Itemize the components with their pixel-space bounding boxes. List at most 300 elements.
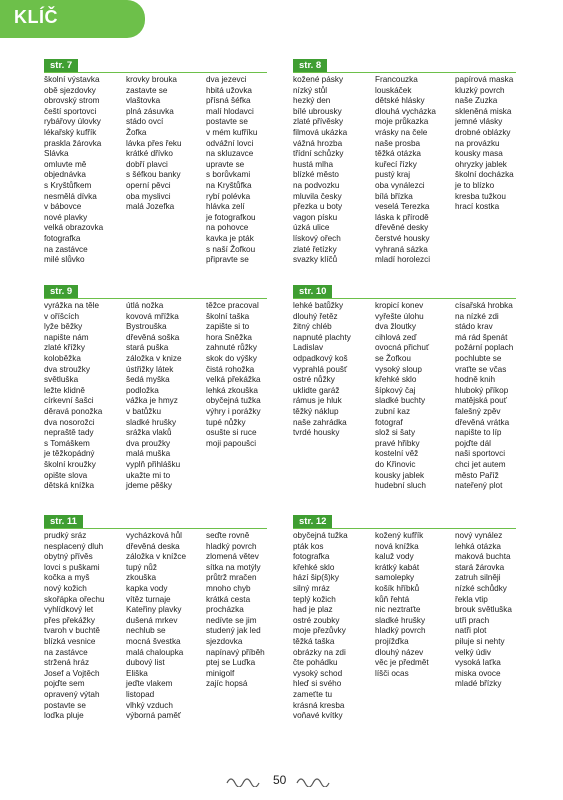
word-phrase: připravte se [206, 255, 249, 265]
word-phrase: hustá mlha [293, 159, 334, 169]
word-phrase: dětské hlásky [375, 96, 425, 106]
word-phrase: velká překážka [206, 375, 261, 385]
word-phrase: na Kryštůfka [206, 180, 252, 190]
word-phrase: moji papoušci [206, 438, 257, 448]
word-phrase: dřevěná soška [126, 332, 180, 342]
word-phrase: oba myslivci [126, 191, 171, 201]
word-phrase: zlaté křížky [44, 343, 85, 353]
word-phrase: kousky masa [455, 149, 503, 159]
word-phrase: mluvila česky [293, 191, 342, 201]
word-phrase: natři plot [455, 626, 487, 636]
word-phrase: mladé břízky [455, 679, 502, 689]
word-phrase: hlávka zelí [206, 202, 245, 212]
word-phrase: ovocná přichuť [375, 343, 430, 353]
right-wave-ornament [296, 775, 334, 787]
section-str-10 [293, 285, 516, 503]
word-phrase: podložka [126, 385, 159, 395]
word-phrase: jeďte vlakem [126, 679, 173, 689]
word-phrase: v oříšcích [44, 311, 80, 321]
word-phrase: vysoký sloup [375, 364, 422, 374]
word-phrase: filmová ukázka [293, 127, 348, 137]
word-phrase: seďte rovně [206, 531, 250, 540]
word-phrase: slož si šaty [375, 428, 416, 438]
word-phrase: postavte se [206, 117, 248, 127]
word-phrase: hrací kostka [455, 202, 500, 212]
word-phrase: útlá nožka [126, 301, 164, 310]
word-phrase: úzká ulice [293, 223, 330, 233]
word-phrase: blízká vesnice [44, 636, 96, 646]
word-phrase: tvaroh v buchtě [44, 626, 100, 636]
word-phrase: na zastávce [44, 647, 88, 657]
word-phrase: těžká taška [293, 636, 335, 646]
page-number: 50 [273, 773, 287, 787]
section-header [293, 515, 516, 529]
word-phrase: stará žárovka [455, 562, 505, 572]
word-phrase: s borůvkami [206, 170, 251, 180]
word-column [293, 301, 375, 492]
word-phrase: napište nám [44, 332, 89, 342]
word-phrase: krásná kresba [293, 700, 345, 710]
word-phrase: napnuté plachty [293, 332, 351, 342]
word-phrase: nepraště tady [44, 428, 94, 438]
word-phrase: záložka v knize [126, 353, 182, 363]
word-phrase: silný mráz [293, 583, 330, 593]
word-phrase: kuřecí řízky [375, 159, 417, 169]
word-phrase: matějská pouť [455, 396, 507, 406]
word-phrase: přezka u boty [293, 202, 343, 212]
word-phrase: koloběžka [44, 353, 81, 363]
section-header [44, 285, 267, 299]
section-str-9 [44, 285, 267, 503]
word-phrase: těžce pracoval [206, 301, 259, 310]
word-phrase: kresba tužkou [455, 191, 506, 201]
word-phrase: hudební sluch [375, 481, 426, 491]
word-phrase: dlouhý řetěz [293, 311, 338, 321]
word-phrase: loďka pluje [44, 711, 84, 721]
word-phrase: piluje si nehty [455, 636, 505, 646]
word-phrase: hodně knih [455, 375, 496, 385]
word-phrase: dřevěná vrátka [455, 417, 510, 427]
word-phrase: minigolf [206, 668, 235, 678]
word-phrase: s naší Žofkou [206, 244, 256, 254]
word-phrase: záložka v knížce [126, 552, 187, 562]
word-phrase: moje přezůvky [293, 626, 346, 636]
word-phrase: opište slova [44, 470, 88, 480]
word-phrase: dva nosorožci [44, 417, 95, 427]
word-phrase: na provázku [455, 138, 500, 148]
word-phrase: milé slůvko [44, 255, 85, 265]
word-columns [44, 75, 267, 266]
word-phrase: požární poplach [455, 343, 514, 353]
word-phrase: sítka na motýly [206, 562, 261, 572]
word-phrase: krovky brouka [126, 75, 177, 84]
word-phrase: na pohovce [206, 223, 249, 233]
word-phrase: vyrážka na těle [44, 301, 100, 310]
word-phrase: vysoký schod [293, 668, 343, 678]
section-str-7 [44, 59, 267, 277]
word-phrase: dřevěná deska [126, 541, 180, 551]
word-phrase: tupé nůžky [206, 417, 246, 427]
word-phrase: malá chaloupka [126, 647, 184, 657]
word-phrase: dlouhý název [375, 647, 424, 657]
word-phrase: pustý kraj [375, 170, 411, 180]
word-phrase: ústřižky látek [126, 364, 174, 374]
word-phrase: zlomená větev [206, 552, 259, 562]
word-phrase: studený jak led [206, 626, 261, 636]
word-phrase: průtrž mračen [206, 573, 257, 583]
word-phrase: láska k přírodě [375, 212, 429, 222]
word-phrase: vlhký vzduch [126, 700, 173, 710]
word-column [455, 531, 516, 722]
word-phrase: oba vynálezci [375, 180, 425, 190]
word-phrase: Eliška [126, 668, 148, 678]
word-phrase: vlaštovka [126, 96, 161, 106]
word-phrase: prudký sráz [44, 531, 87, 540]
word-phrase: dlouhá vycházka [375, 106, 436, 116]
word-phrase: sladké hrušky [375, 615, 426, 625]
word-phrase: dva stroužky [44, 364, 90, 374]
word-phrase: malí hlodavci [206, 106, 254, 116]
word-phrase: nízké schůdky [455, 583, 507, 593]
word-phrase: kožené pásky [293, 75, 344, 84]
word-phrase: sladké hrušky [126, 417, 177, 427]
word-phrase: hází šip(š)ky [293, 573, 339, 583]
section-label: str. 7 [44, 59, 78, 72]
word-phrase: nechlub se [126, 626, 166, 636]
word-phrase: samolepky [375, 573, 415, 583]
word-phrase: lékařský kufřík [44, 127, 97, 137]
word-phrase: jemné vlásky [455, 117, 503, 127]
word-phrase: Kateřiny plavky [126, 605, 182, 615]
word-phrase: ukažte mi to [126, 470, 171, 480]
word-phrase: kočka a myš [44, 573, 90, 583]
section-header [44, 59, 267, 73]
word-phrase: nic neztraťte [375, 605, 421, 615]
word-phrase: kůň řehtá [375, 594, 410, 604]
word-phrase: dřevěné desky [375, 223, 429, 233]
word-phrase: odpadkový koš [293, 353, 348, 363]
word-phrase: čte pohádku [293, 658, 338, 668]
word-phrase: těžký náklup [293, 406, 339, 416]
word-phrase: mocná švestka [126, 636, 181, 646]
word-phrase: Bystrouška [126, 322, 167, 332]
word-phrase: děravá ponožka [44, 406, 103, 416]
section-label: str. 12 [293, 515, 332, 528]
word-phrase: obyčejná tužka [206, 396, 261, 406]
word-phrase: šedá myška [126, 375, 170, 385]
word-phrase: v batůžku [126, 406, 162, 416]
word-column [206, 531, 267, 722]
word-phrase: procházka [206, 605, 244, 615]
word-phrase: církevní šašci [44, 396, 94, 406]
word-phrase: fotograf [375, 417, 403, 427]
word-phrase: Slávka [44, 149, 69, 159]
word-column [126, 531, 206, 722]
word-phrase: postavte se [44, 700, 86, 710]
word-column [206, 75, 267, 266]
word-phrase: tupý nůž [126, 562, 157, 572]
word-column [375, 301, 455, 492]
word-phrase: kavka je pták [206, 233, 254, 243]
word-phrase: hluboký příkop [455, 385, 509, 395]
word-phrase: lehká otázka [455, 541, 501, 551]
word-phrase: hbitá užovka [206, 85, 252, 95]
word-phrase: projížďka [375, 636, 409, 646]
word-phrase: operní pěvci [126, 180, 171, 190]
word-phrase: zubní kaz [375, 406, 411, 416]
word-phrase: vážná hrozba [293, 138, 343, 148]
word-phrase: ostré zoubky [293, 615, 340, 625]
word-phrase: miska ovoce [455, 668, 501, 678]
word-phrase: ostré nůžky [293, 375, 335, 385]
word-phrase: rybí polévka [206, 191, 251, 201]
word-phrase: s šéfkou banky [126, 170, 181, 180]
word-phrase: falešný zpěv [455, 406, 501, 416]
word-phrase: přes překážky [44, 615, 95, 625]
section-label: str. 9 [44, 285, 78, 298]
word-phrase: papírová maska [455, 75, 514, 84]
word-phrase: ležte klidně [44, 385, 85, 395]
word-phrase: opravený výtah [44, 689, 100, 699]
word-phrase: odvážní lovci [206, 138, 254, 148]
word-column [375, 75, 455, 266]
word-phrase: omluvte mě [44, 159, 87, 169]
word-columns [293, 531, 516, 722]
word-column [455, 75, 516, 266]
word-phrase: lovci s puškami [44, 562, 100, 572]
word-phrase: tvrdé housky [293, 428, 340, 438]
word-phrase: čerstvé housky [375, 233, 430, 243]
word-phrase: v bábovce [44, 202, 82, 212]
word-phrase: pojďte dál [455, 438, 491, 448]
word-phrase: čistá rohožka [206, 364, 255, 374]
word-phrase: vysoká laťka [455, 658, 501, 668]
word-phrase: dušená mrkev [126, 615, 178, 625]
word-column [375, 531, 455, 722]
word-phrase: světluška [44, 375, 79, 385]
word-column [293, 75, 375, 266]
word-phrase: had je plaz [293, 605, 333, 615]
word-phrase: naše Zuzka [455, 96, 498, 106]
word-phrase: Josef a Vojtěch [44, 668, 100, 678]
word-columns [293, 75, 516, 266]
word-phrase: rámus je hluk [293, 396, 342, 406]
word-column [455, 301, 516, 492]
word-phrase: kovová mřížka [126, 311, 179, 321]
word-phrase: nedívte se jim [206, 615, 257, 625]
word-phrase: pojďte sem [44, 679, 85, 689]
word-columns [44, 301, 267, 492]
word-phrase: naši sportovci [455, 449, 506, 459]
word-phrase: svazky klíčů [293, 255, 338, 265]
word-phrase: velký údiv [455, 647, 491, 657]
word-phrase: stará puška [126, 343, 169, 353]
word-phrase: výhry i porážky [206, 406, 261, 416]
word-phrase: Ladislav [293, 343, 324, 353]
word-phrase: vážka je hmyz [126, 396, 178, 406]
word-phrase: fotografka [293, 552, 330, 562]
word-phrase: vycházková hůl [126, 531, 182, 540]
word-phrase: se Žofkou [375, 353, 411, 363]
section-label: str. 11 [44, 515, 83, 528]
word-phrase: kaluž vody [375, 552, 414, 562]
word-phrase: obrázky na zdi [293, 647, 346, 657]
word-phrase: plná zásuvka [126, 106, 174, 116]
word-phrase: kluzký povrch [455, 85, 505, 95]
word-phrase: hladký povrch [375, 626, 426, 636]
word-phrase: vyprahlá poušť [293, 364, 348, 374]
word-phrase: s Tomáškem [44, 438, 90, 448]
word-phrase: objednávka [44, 170, 86, 180]
word-phrase: praskla žárovka [44, 138, 102, 148]
word-phrase: kostelní věž [375, 449, 419, 459]
word-phrase: sjezdovka [206, 636, 243, 646]
word-phrase: dubový list [126, 658, 165, 668]
word-phrase: napište to líp [455, 428, 502, 438]
word-phrase: lávka přes řeku [126, 138, 182, 148]
word-phrase: maková buchta [455, 552, 511, 562]
word-phrase: zkouška [126, 573, 157, 583]
word-phrase: upravte se [206, 159, 245, 169]
word-phrase: mladí horolezci [375, 255, 431, 265]
word-phrase: louskáček [375, 85, 412, 95]
word-phrase: listopad [126, 689, 155, 699]
page-title: KLÍČ [14, 7, 58, 27]
word-phrase: zajíc hopsá [206, 679, 248, 689]
word-phrase: hezký den [293, 96, 331, 106]
word-phrase: dva proužky [126, 438, 171, 448]
section-label: str. 8 [293, 59, 327, 72]
word-phrase: jdeme pěšky [126, 481, 172, 491]
word-phrase: zlaté řetízky [293, 244, 337, 254]
word-phrase: je to blízko [455, 180, 495, 190]
word-phrase: líšči ocas [375, 668, 409, 678]
word-phrase: nové plavky [44, 212, 88, 222]
word-phrase: křehké sklo [375, 375, 417, 385]
word-phrase: školní taška [206, 311, 250, 321]
word-phrase: hora Sněžka [206, 332, 252, 342]
word-column [126, 301, 206, 492]
word-phrase: cihlová zeď [375, 332, 417, 342]
word-phrase: hladký povrch [206, 541, 257, 551]
word-phrase: mnoho chyb [206, 583, 251, 593]
word-phrase: stádo ovcí [126, 117, 164, 127]
word-phrase: obrovský strom [44, 96, 100, 106]
word-phrase: zastavte se [126, 85, 168, 95]
word-phrase: školní docházka [455, 170, 514, 180]
word-phrase: ptej se Luďka [206, 658, 256, 668]
section-label: str. 10 [293, 285, 332, 298]
section-header [293, 285, 516, 299]
word-phrase: křehké sklo [293, 562, 335, 572]
word-phrase: sladké buchty [375, 396, 426, 406]
word-phrase: pravé hřibky [375, 438, 420, 448]
word-phrase: Francouzka [375, 75, 418, 84]
word-phrase: zameťte tu [293, 689, 333, 699]
word-phrase: nový kožich [44, 583, 87, 593]
word-phrase: lískový ořech [293, 233, 341, 243]
word-phrase: fotografka [44, 233, 81, 243]
word-column [293, 531, 375, 722]
word-phrase: drobné oblázky [455, 127, 511, 137]
word-phrase: nesplacený dluh [44, 541, 104, 551]
word-phrase: těžká otázka [375, 149, 421, 159]
word-column [44, 531, 126, 722]
word-phrase: krátká cesta [206, 594, 251, 604]
word-phrase: nový vynález [455, 531, 503, 540]
word-phrase: dětská knížka [44, 481, 95, 491]
word-phrase: vagon písku [293, 212, 338, 222]
word-phrase: výborná paměť [126, 711, 181, 721]
word-phrase: brouk světluška [455, 605, 512, 615]
word-phrase: dobří plavci [126, 159, 168, 169]
word-phrase: obě sjezdovky [44, 85, 96, 95]
word-phrase: město Paříž [455, 470, 499, 480]
word-phrase: kožený kufřík [375, 531, 424, 540]
word-phrase: věc je předmět [375, 658, 429, 668]
word-phrase: školní výstavka [44, 75, 100, 84]
word-phrase: nízký stůl [293, 85, 328, 95]
word-phrase: kousky jablek [375, 470, 425, 480]
word-phrase: obytný přívěs [44, 552, 93, 562]
word-column [206, 301, 267, 492]
word-phrase: v mém kufříku [206, 127, 258, 137]
section-header [293, 59, 516, 73]
word-phrase: lyže běžky [44, 322, 83, 332]
word-phrase: na podvozku [293, 180, 340, 190]
word-phrase: Žofka [126, 127, 147, 137]
word-phrase: šípkový čaj [375, 385, 416, 395]
word-phrase: naše zahrádka [293, 417, 347, 427]
word-phrase: je těžkopádný [44, 449, 95, 459]
word-phrase: vítěz turnaje [126, 594, 171, 604]
word-phrase: třídní schůzky [293, 149, 344, 159]
word-phrase: bílé ubrousky [293, 106, 342, 116]
word-phrase: vyplň přihlášku [126, 459, 181, 469]
word-phrase: zatruh silněji [455, 573, 501, 583]
word-phrase: rybářovy úlovky [44, 117, 101, 127]
word-phrase: srážka vlaků [126, 428, 172, 438]
word-phrase: krátký kabát [375, 562, 420, 572]
word-phrase: s Kryštůfkem [44, 180, 92, 190]
word-phrase: císařská hrobka [455, 301, 513, 310]
word-phrase: vyhraná sázka [375, 244, 428, 254]
word-phrase: blízké město [293, 170, 339, 180]
word-phrase: veselá Terezka [375, 202, 430, 212]
word-phrase: dva jezevci [206, 75, 247, 84]
word-phrase: dva žloutky [375, 322, 416, 332]
word-phrase: školní kroužky [44, 459, 96, 469]
word-phrase: vraťte se včas [455, 364, 507, 374]
word-phrase: zapište si to [206, 322, 250, 332]
word-phrase: ohryzky jablek [455, 159, 507, 169]
word-phrase: osušte si ruce [206, 428, 257, 438]
word-columns [44, 531, 267, 722]
word-phrase: na nízké zdi [455, 311, 499, 321]
word-phrase: skořápka ořechu [44, 594, 105, 604]
key-banner [0, 0, 145, 38]
word-phrase: nateřený plot [455, 481, 503, 491]
word-phrase: skleněná miska [455, 106, 512, 116]
word-columns [293, 301, 516, 492]
word-column [44, 75, 126, 266]
section-str-8 [293, 59, 516, 277]
left-wave-ornament [226, 775, 264, 787]
word-phrase: pochlubte se [455, 353, 502, 363]
word-phrase: kropicí konev [375, 301, 424, 310]
word-phrase: hleď si svého [293, 679, 342, 689]
word-phrase: vyřešte úlohu [375, 311, 424, 321]
